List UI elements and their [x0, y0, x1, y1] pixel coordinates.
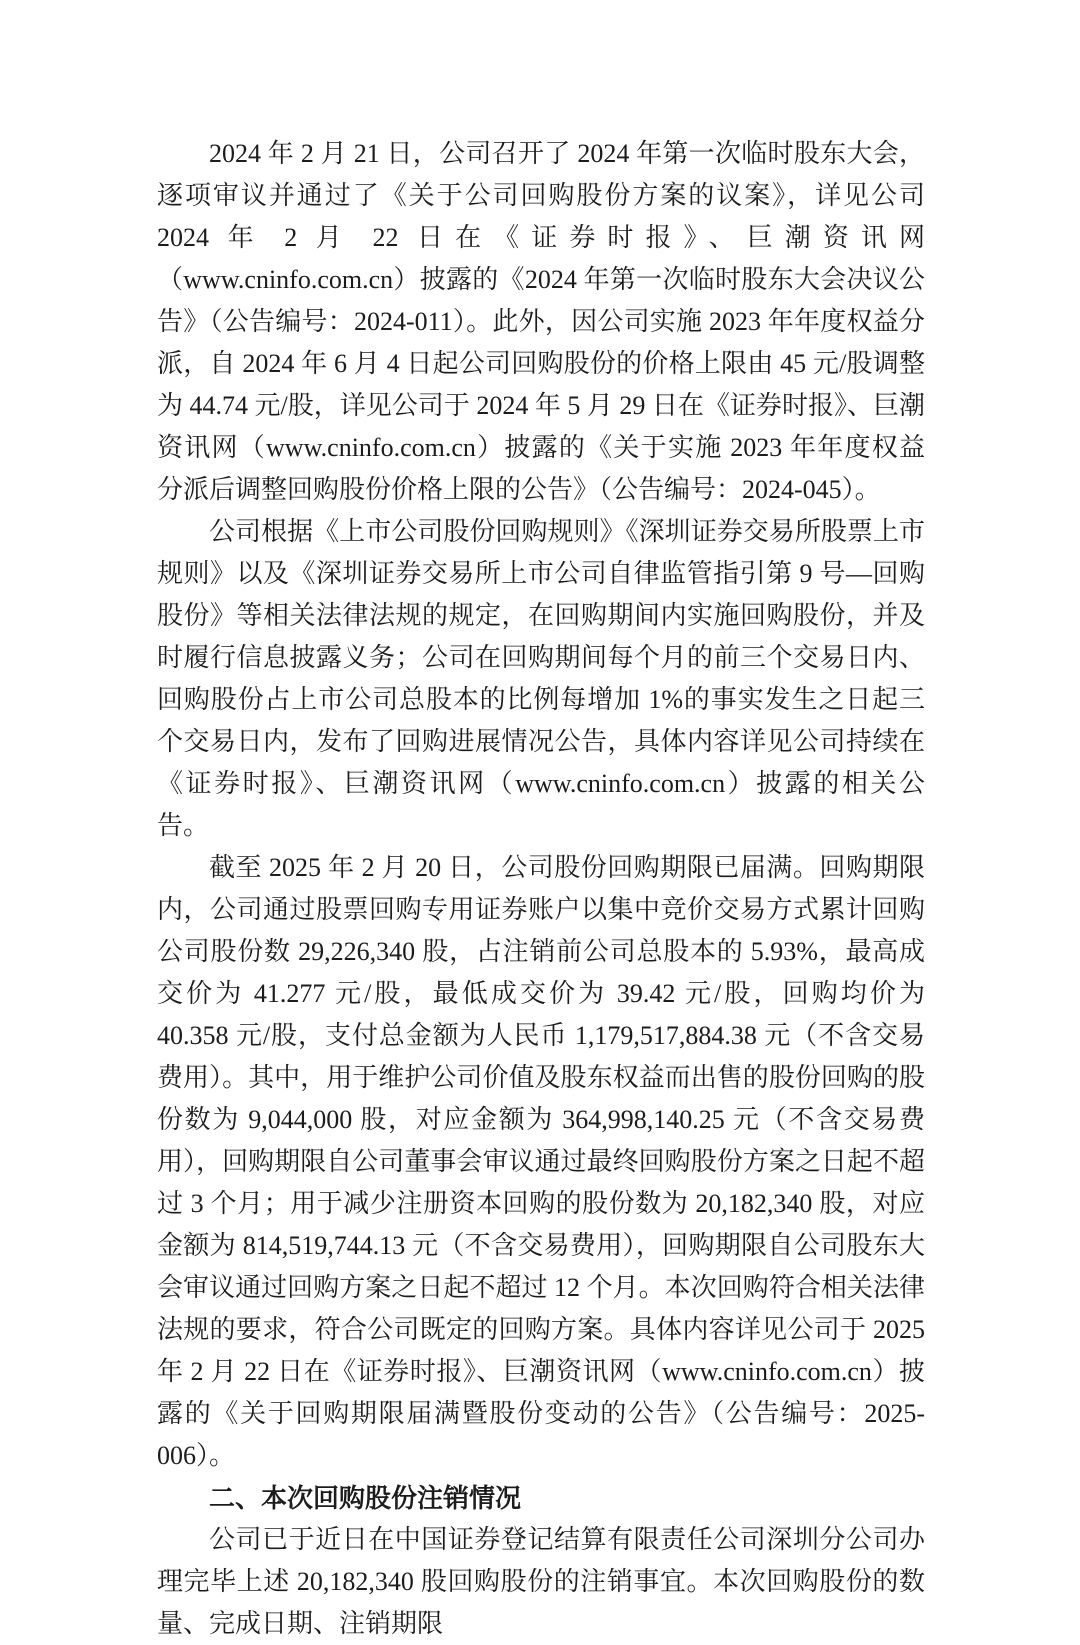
paragraph-regulatory-compliance: 公司根据《上市公司股份回购规则》《深圳证券交易所股票上市规则》以及《深圳证券交易所上市公司自律监管指引第 9 号—回购股份》等相关法律法规的规定，在回购期间内实施回购股份，并及时履行信息披露义务；公司在回购期间每个月的前三个交易日内、回购股份占上市公司总股本的比例每增加 1%的事实发生之日起三个交易日内，发布了回购进展情况公告，具体内容详见公司持续在《证券时报》、巨潮资讯网（www.cninfo.com.cn）披露的相关公告。 [157, 517, 925, 840]
section-heading-cancellation: 二、本次回购股份注销情况 [209, 1483, 522, 1513]
paragraph-shareholder-meeting-approval: 2024 年 2 月 21 日，公司召开了 2024 年第一次临时股东大会，逐项审议并通过了《关于公司回购股份方案的议案》，详见公司 2024 年 2 月 22 日在《证券时报》、巨潮资讯网（www.cninfo.com.cn）披露的《2024 年第一次临时股东大会决议公告》（公告编号：2024-011）。此外，因公司实施 2023 年年度权益分派，自 2024 年 6 月 4 日起公司回购股份的价格上限由 45 元/股调整为 44.74 元/股，详见公司于 2024 年 5 月 29 日在《证券时报》、巨潮资讯网（www.cninfo.com.cn）披露的《关于实施 2023 年年度权益分派后调整回购股份价格上限的公告》（公告编号：2024-045）。 [157, 139, 925, 504]
paragraph-cancellation-completed: 公司已于近日在中国证券登记结算有限责任公司深圳分公司办理完毕上述 20,182,340 股回购股份的注销事宜。本次回购股份的数量、完成日期、注销期限 [157, 1525, 925, 1638]
paragraph-repurchase-results: 截至 2025 年 2 月 20 日，公司股份回购期限已届满。回购期限内，公司通过股票回购专用证券账户以集中竞价交易方式累计回购公司股份数 29,226,340 股，占注销前公司总股本的 5.93%，最高成交价为 41.277 元/股，最低成交价为 39.42 元/股，回购均价为 40.358 元/股，支付总金额为人民币 1,179,517,884.38 元（不含交易费用）。其中，用于维护公司价值及股东权益而出售的股份回购的股份数为 9,044,000 股，对应金额为 364,998,140.25 元（不含交易费用），回购期限自公司董事会审议通过最终回购股份方案之日起不超过 3 个月；用于减少注册资本回购的股份数为 20,182,340 股，对应金额为 814,519,744.13 元（不含交易费用），回购期限自公司股东大会审议通过回购方案之日起不超过 12 个月。本次回购符合相关法律法规的要求，符合公司既定的回购方案。具体内容详见公司于 2025 年 2 月 22 日在《证券时报》、巨潮资讯网（www.cninfo.com.cn）披露的《关于回购期限届满暨股份变动的公告》（公告编号：2025-006）。 [157, 853, 925, 1470]
